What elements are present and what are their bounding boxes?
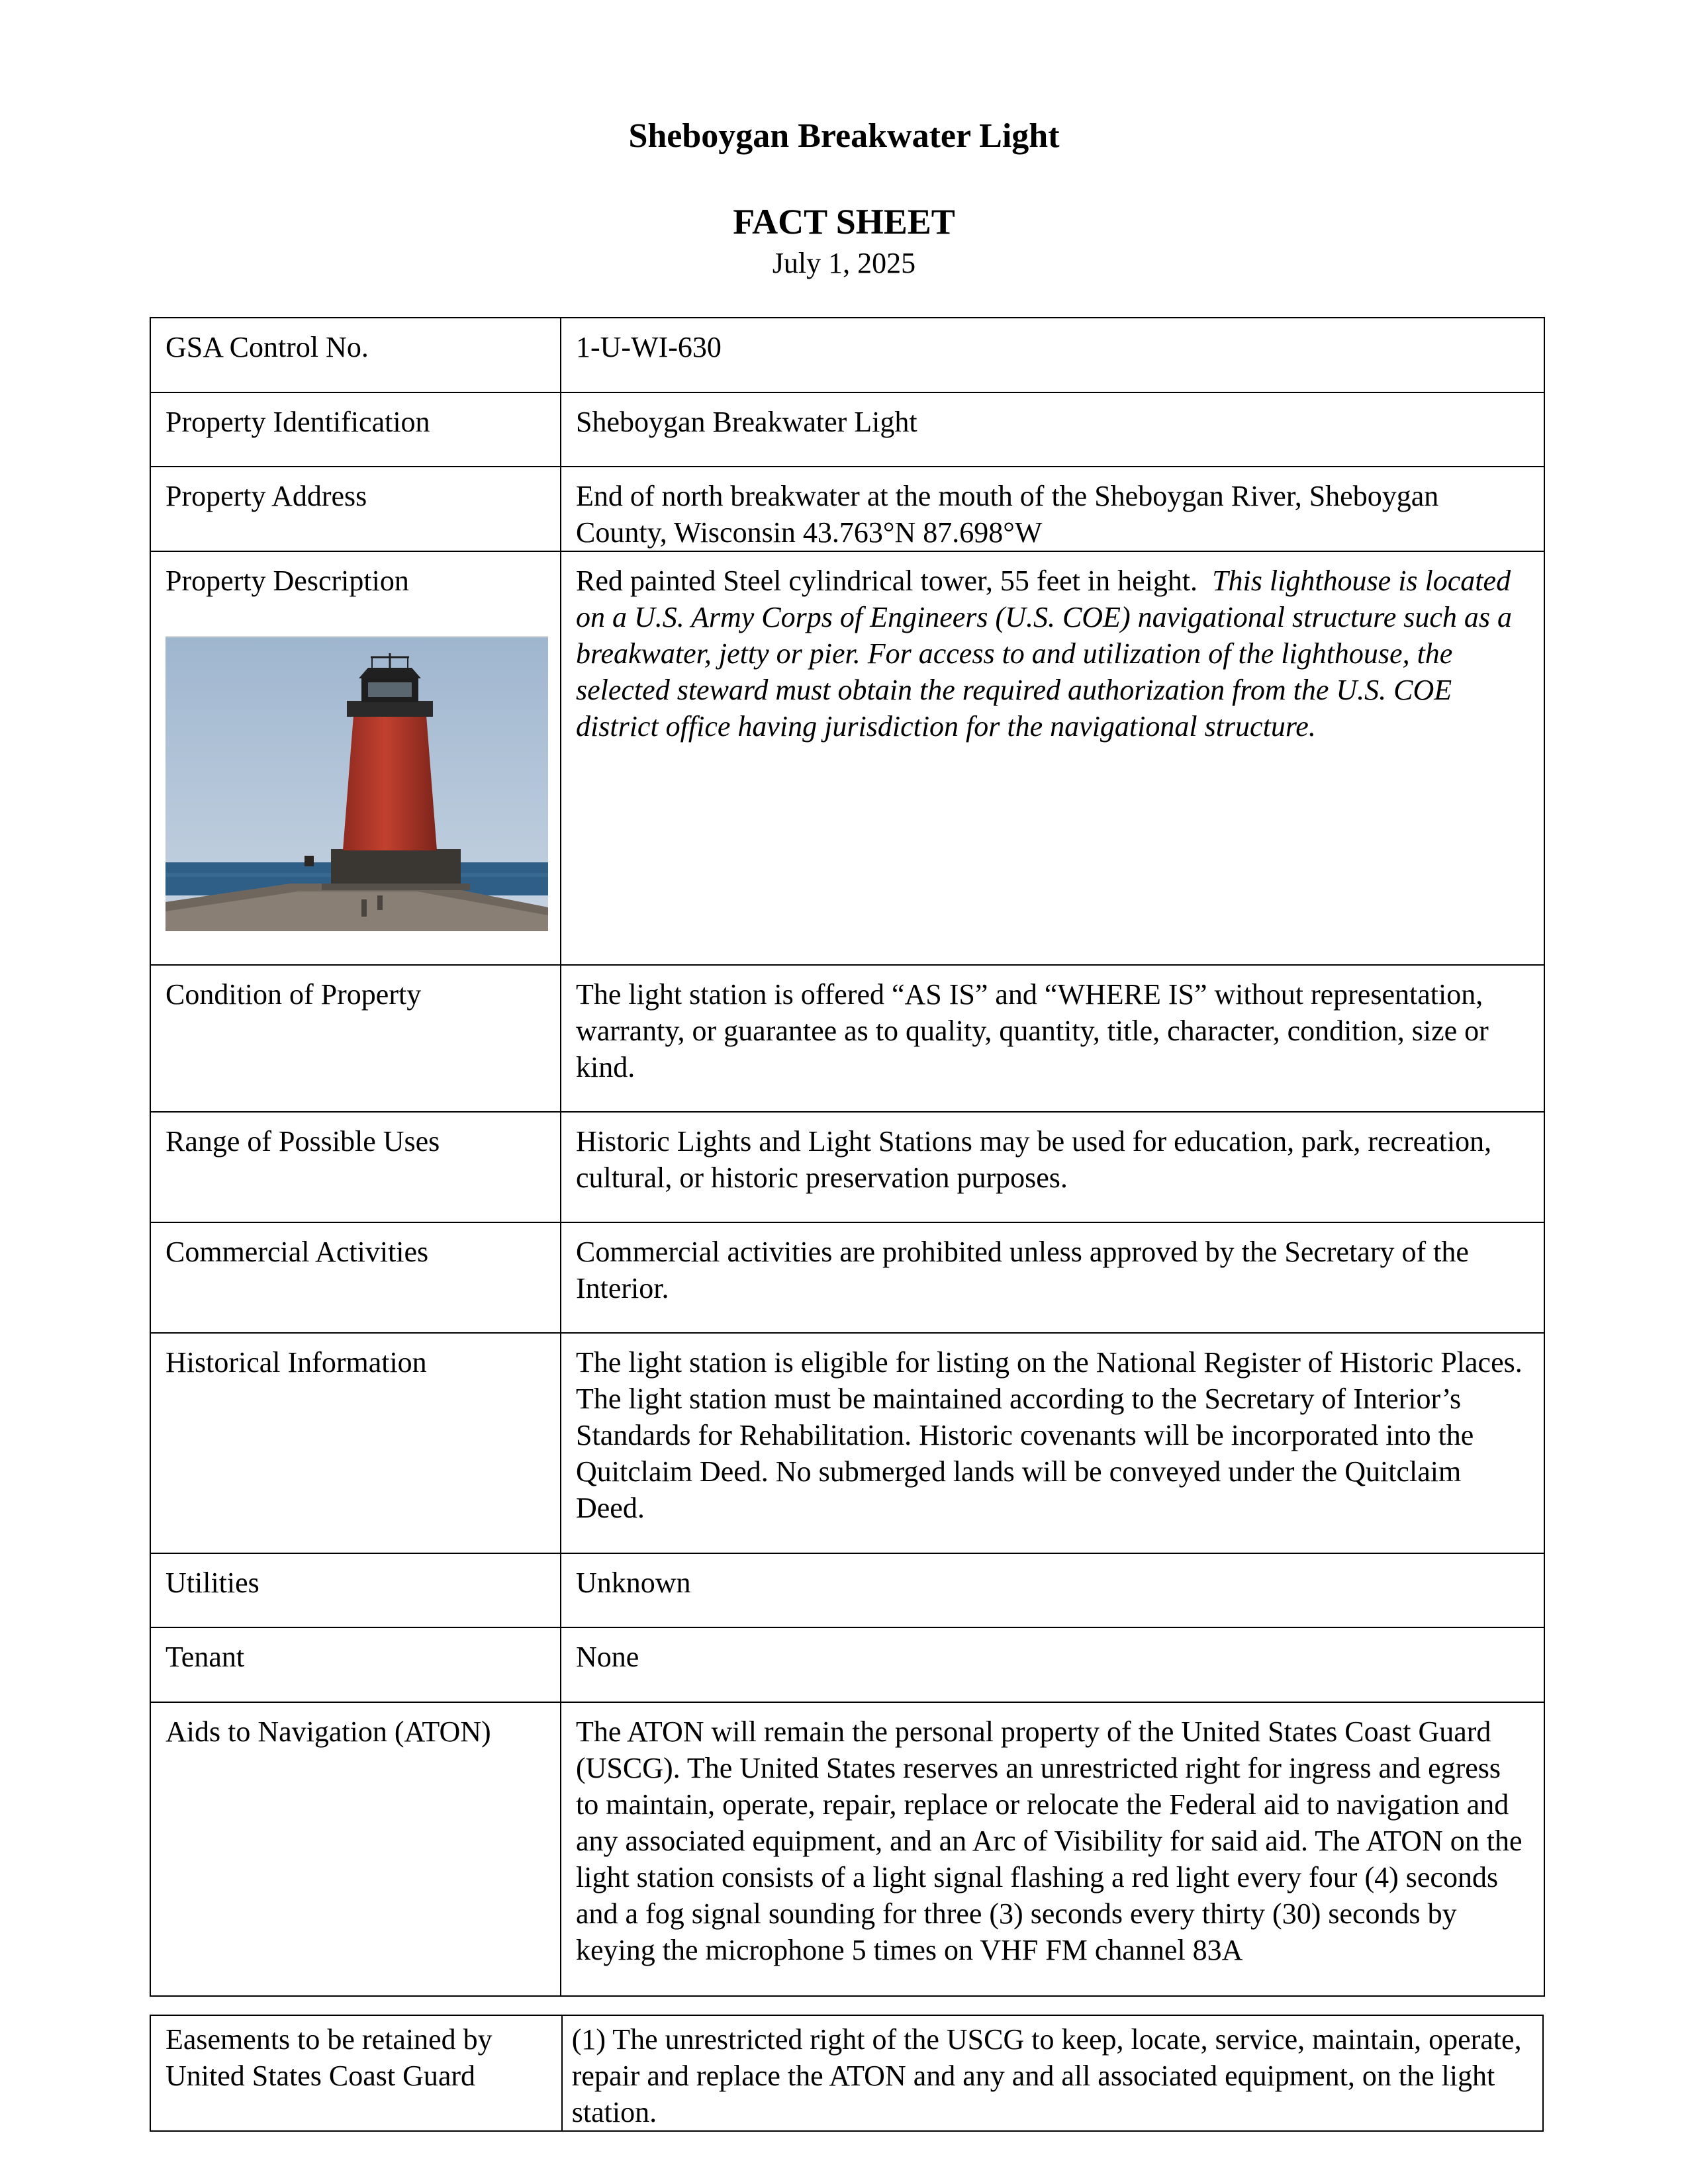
easements-table: [150, 2015, 1544, 2132]
row-value: None: [561, 1627, 1544, 1702]
document-type-heading: FACT SHEET: [733, 202, 955, 242]
row-label: Commercial Activities: [150, 1222, 561, 1333]
row-label: Historical Information: [150, 1333, 561, 1553]
row-label: Aids to Navigation (ATON): [150, 1702, 561, 1996]
table-row: [150, 1333, 1544, 1553]
fact-table: [150, 317, 1545, 1997]
row-label: Property Identification: [150, 392, 561, 467]
row-label: Range of Possible Uses: [150, 1112, 561, 1222]
row-label: Condition of Property: [150, 965, 561, 1112]
table-row: [150, 1627, 1544, 1702]
table-row: [150, 1702, 1544, 1996]
row-label: Property Description: [165, 565, 409, 597]
row-value: The light station is offered “AS IS” and “WHERE IS” without representation, warranty, or guarantee as to quality, quantity, title, character, condition, size or kind.: [561, 965, 1544, 1112]
easements-value: (1) The unrestricted right of the USCG to keep, locate, service, maintain, operate, repair and replace the ATON and any and all associated equipment, on the light station.: [562, 2015, 1543, 2131]
table-row: [150, 1222, 1544, 1333]
document-date: July 1, 2025: [772, 247, 916, 279]
table-row: [150, 467, 1544, 551]
table-row: [150, 392, 1544, 467]
page-title: Sheboygan Breakwater Light: [628, 117, 1060, 155]
row-value: Historic Lights and Light Stations may be used for education, park, recreation, cultural, or historic preservation purposes.: [561, 1112, 1544, 1222]
table-row: [150, 318, 1544, 392]
table-row: [150, 965, 1544, 1112]
table-row: [150, 1112, 1544, 1222]
table-row: [150, 551, 1544, 965]
property-description-text: Red painted Steel cylindrical tower, 55 feet in height.: [576, 565, 1198, 597]
row-value: Commercial activities are prohibited unless approved by the Secretary of the Interior.: [561, 1222, 1544, 1333]
row-label: Property Address: [150, 467, 561, 551]
row-value: Unknown: [561, 1553, 1544, 1627]
table-row: [150, 2015, 1543, 2131]
row-label: GSA Control No.: [150, 318, 561, 392]
lighthouse-photo: [165, 636, 548, 931]
row-value: Sheboygan Breakwater Light: [561, 392, 1544, 467]
row-value: 1-U-WI-630: [561, 318, 1544, 392]
property-description-note: This lighthouse is located on a U.S. Army Corps of Engineers (U.S. COE) navigational structure such as a breakwater, jetty or pier. For access to and utilization of the lighthouse, the selected steward must obtain the required authorization from the U.S. COE district office having jurisdiction for the navigational structure.: [576, 565, 1513, 743]
lighthouse-photo-icon: [165, 637, 548, 931]
row-value: The light station is eligible for listing on the National Register of Historic Places. The light station must be maintained according to the Secretary of Interior’s Standards for Rehabilitation. Historic covenants will be incorporated into the Quitclaim Deed. No submerged lands will be conveyed under the Quitclaim Deed.: [561, 1333, 1544, 1553]
row-value: The ATON will remain the personal property of the United States Coast Guard (USCG). The United States reserves an unrestricted right for ingress and egress to maintain, operate, repair, replace or relocate the Federal aid to navigation and any associated equipment, and an Arc of Visibility for said aid. The ATON on the light station consists of a light signal flashing a red light every four (4) seconds and a fog signal sounding for three (3) seconds every thirty (30) seconds by keying the microphone 5 times on VHF FM channel 83A: [561, 1702, 1544, 1996]
property-description-label-cell: [150, 551, 561, 965]
easements-label: Easements to be retained by United States Coast Guard: [150, 2015, 562, 2131]
table-row: [150, 1553, 1544, 1627]
row-value: [561, 551, 1544, 965]
row-label: Utilities: [150, 1553, 561, 1627]
row-label: Tenant: [150, 1627, 561, 1702]
row-value: End of north breakwater at the mouth of the Sheboygan River, Sheboygan County, Wisconsin 43.763°N 87.698°W: [561, 467, 1544, 551]
